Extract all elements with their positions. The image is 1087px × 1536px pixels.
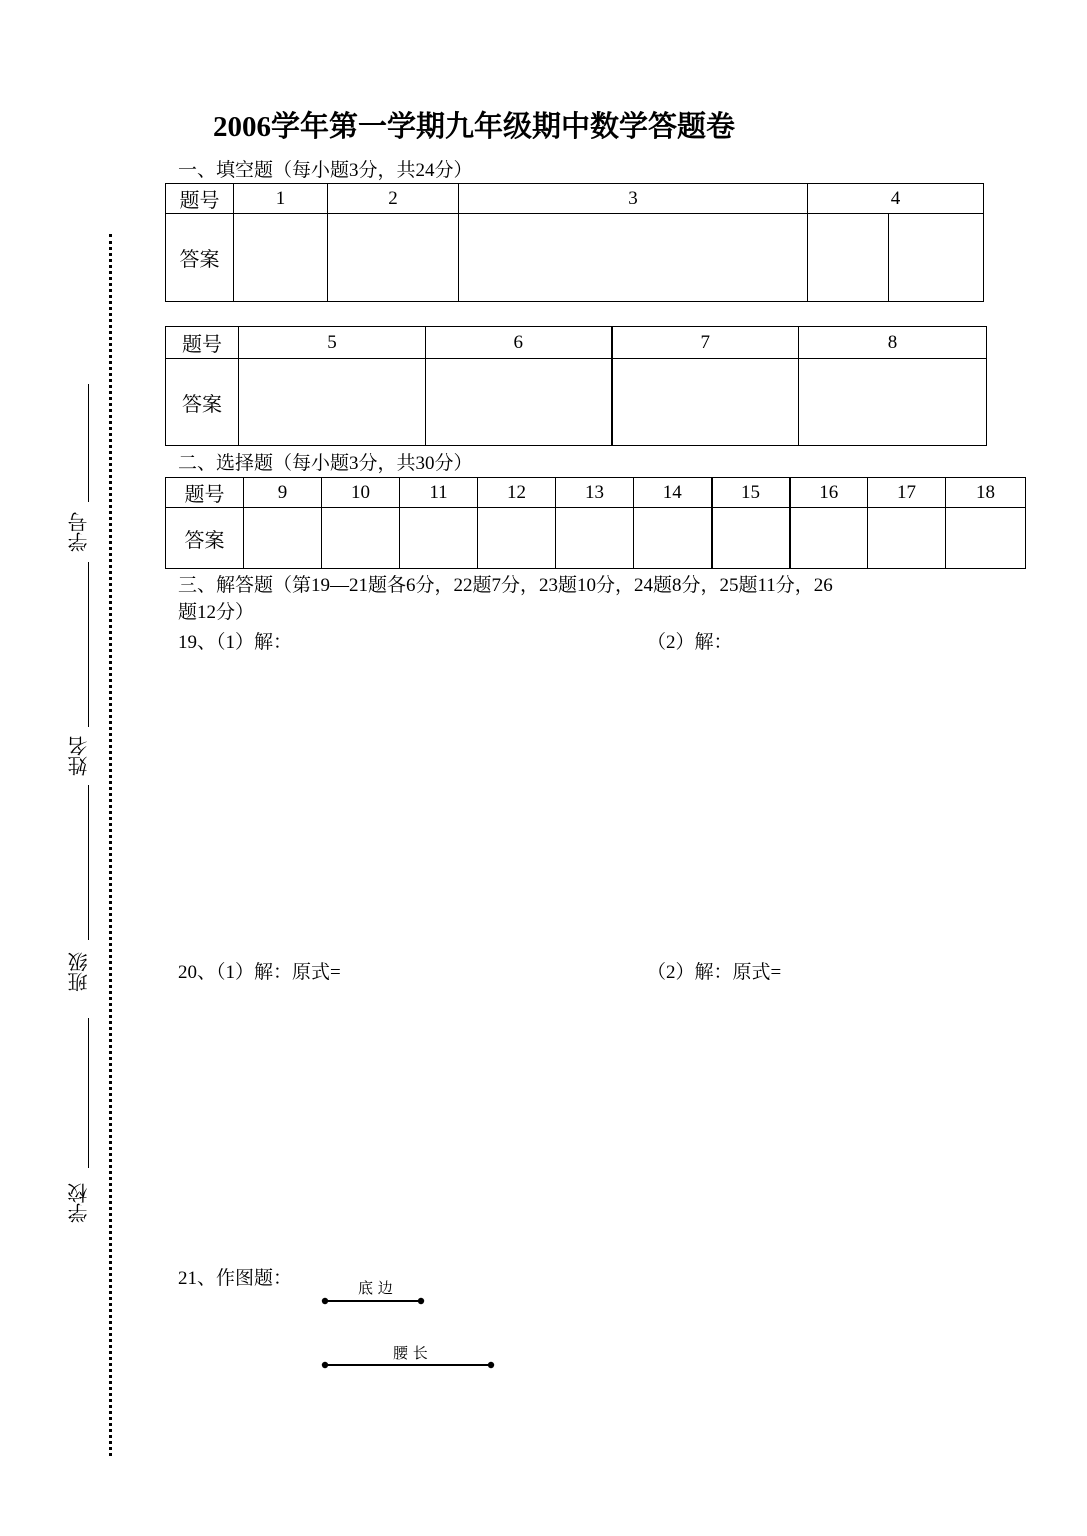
answer-cell-10[interactable] <box>322 508 400 569</box>
question-number-11: 11 <box>400 478 478 508</box>
answer-cell-9[interactable] <box>244 508 322 569</box>
answer-cell-4b[interactable] <box>889 214 984 302</box>
answer-cell-5[interactable] <box>239 359 426 446</box>
question-21: 21、作图题： <box>178 1268 293 1289</box>
question-number-9: 9 <box>244 478 322 508</box>
school-label: 学校 <box>67 1183 91 1223</box>
base-segment-label: 底 边 <box>358 1279 393 1297</box>
table-header-label: 题号 <box>166 478 244 508</box>
section-solve-heading-line2: 题12分） <box>178 602 255 623</box>
name-underline <box>88 562 89 727</box>
table-header-label: 题号 <box>166 327 239 359</box>
answer-cell-13[interactable] <box>556 508 634 569</box>
question-number-14: 14 <box>634 478 712 508</box>
answer-row-label: 答案 <box>166 214 234 302</box>
choice-table <box>165 477 1026 569</box>
question-20-part1: 20、（1）解：原式= <box>178 962 341 983</box>
answer-cell-2[interactable] <box>328 214 459 302</box>
base-segment <box>318 1294 428 1308</box>
question-number-16: 16 <box>790 478 868 508</box>
question-number-6: 6 <box>426 327 612 359</box>
question-number-2: 2 <box>328 184 459 214</box>
name-label: 姓名 <box>67 736 91 776</box>
answer-cell-7[interactable] <box>612 359 799 446</box>
section-solve-heading-line1: 三、解答题（第19—21题各6分，22题7分，23题10分，24题8分，25题11分，26 <box>178 575 833 596</box>
section-choice-heading: 二、选择题（每小题3分，共30分） <box>178 453 473 474</box>
answer-cell-15[interactable] <box>712 508 790 569</box>
question-number-13: 13 <box>556 478 634 508</box>
answer-cell-14[interactable] <box>634 508 712 569</box>
page-title: 2006学年第一学期九年级期中数学答题卷 <box>213 111 736 143</box>
question-20-part2: （2）解：原式= <box>647 962 782 983</box>
question-number-10: 10 <box>322 478 400 508</box>
class-underline <box>88 785 89 940</box>
answer-row-label: 答案 <box>166 359 239 446</box>
question-19-part2: （2）解： <box>647 632 733 653</box>
answer-cell-12[interactable] <box>478 508 556 569</box>
answer-cell-17[interactable] <box>868 508 946 569</box>
question-number-7: 7 <box>612 327 799 359</box>
fill-blank-table-2 <box>165 326 987 446</box>
leg-segment <box>318 1358 498 1372</box>
table-header-label: 题号 <box>166 184 234 214</box>
question-number-5: 5 <box>239 327 426 359</box>
student-id-label: 学号 <box>67 512 91 552</box>
answer-cell-16[interactable] <box>790 508 868 569</box>
class-label: 班级 <box>67 952 91 992</box>
binding-dotted-line <box>109 234 112 1456</box>
school-underline <box>88 1018 89 1168</box>
question-number-17: 17 <box>868 478 946 508</box>
question-19-part1: 19、（1）解： <box>178 632 293 653</box>
answer-cell-4a[interactable] <box>808 214 889 302</box>
question-number-4: 4 <box>808 184 984 214</box>
answer-cell-8[interactable] <box>799 359 987 446</box>
student-id-underline <box>88 384 89 502</box>
answer-cell-1[interactable] <box>234 214 328 302</box>
answer-row-label: 答案 <box>166 508 244 569</box>
section-fill-blank-heading: 一、填空题（每小题3分，共24分） <box>178 160 473 181</box>
answer-cell-6[interactable] <box>426 359 612 446</box>
question-number-1: 1 <box>234 184 328 214</box>
question-number-8: 8 <box>799 327 987 359</box>
question-number-18: 18 <box>946 478 1026 508</box>
question-number-12: 12 <box>478 478 556 508</box>
answer-cell-11[interactable] <box>400 508 478 569</box>
fill-blank-table-1 <box>165 183 984 302</box>
answer-cell-3[interactable] <box>459 214 808 302</box>
question-number-15: 15 <box>712 478 790 508</box>
answer-cell-18[interactable] <box>946 508 1026 569</box>
leg-segment-label: 腰 长 <box>393 1344 428 1362</box>
question-number-3: 3 <box>459 184 808 214</box>
